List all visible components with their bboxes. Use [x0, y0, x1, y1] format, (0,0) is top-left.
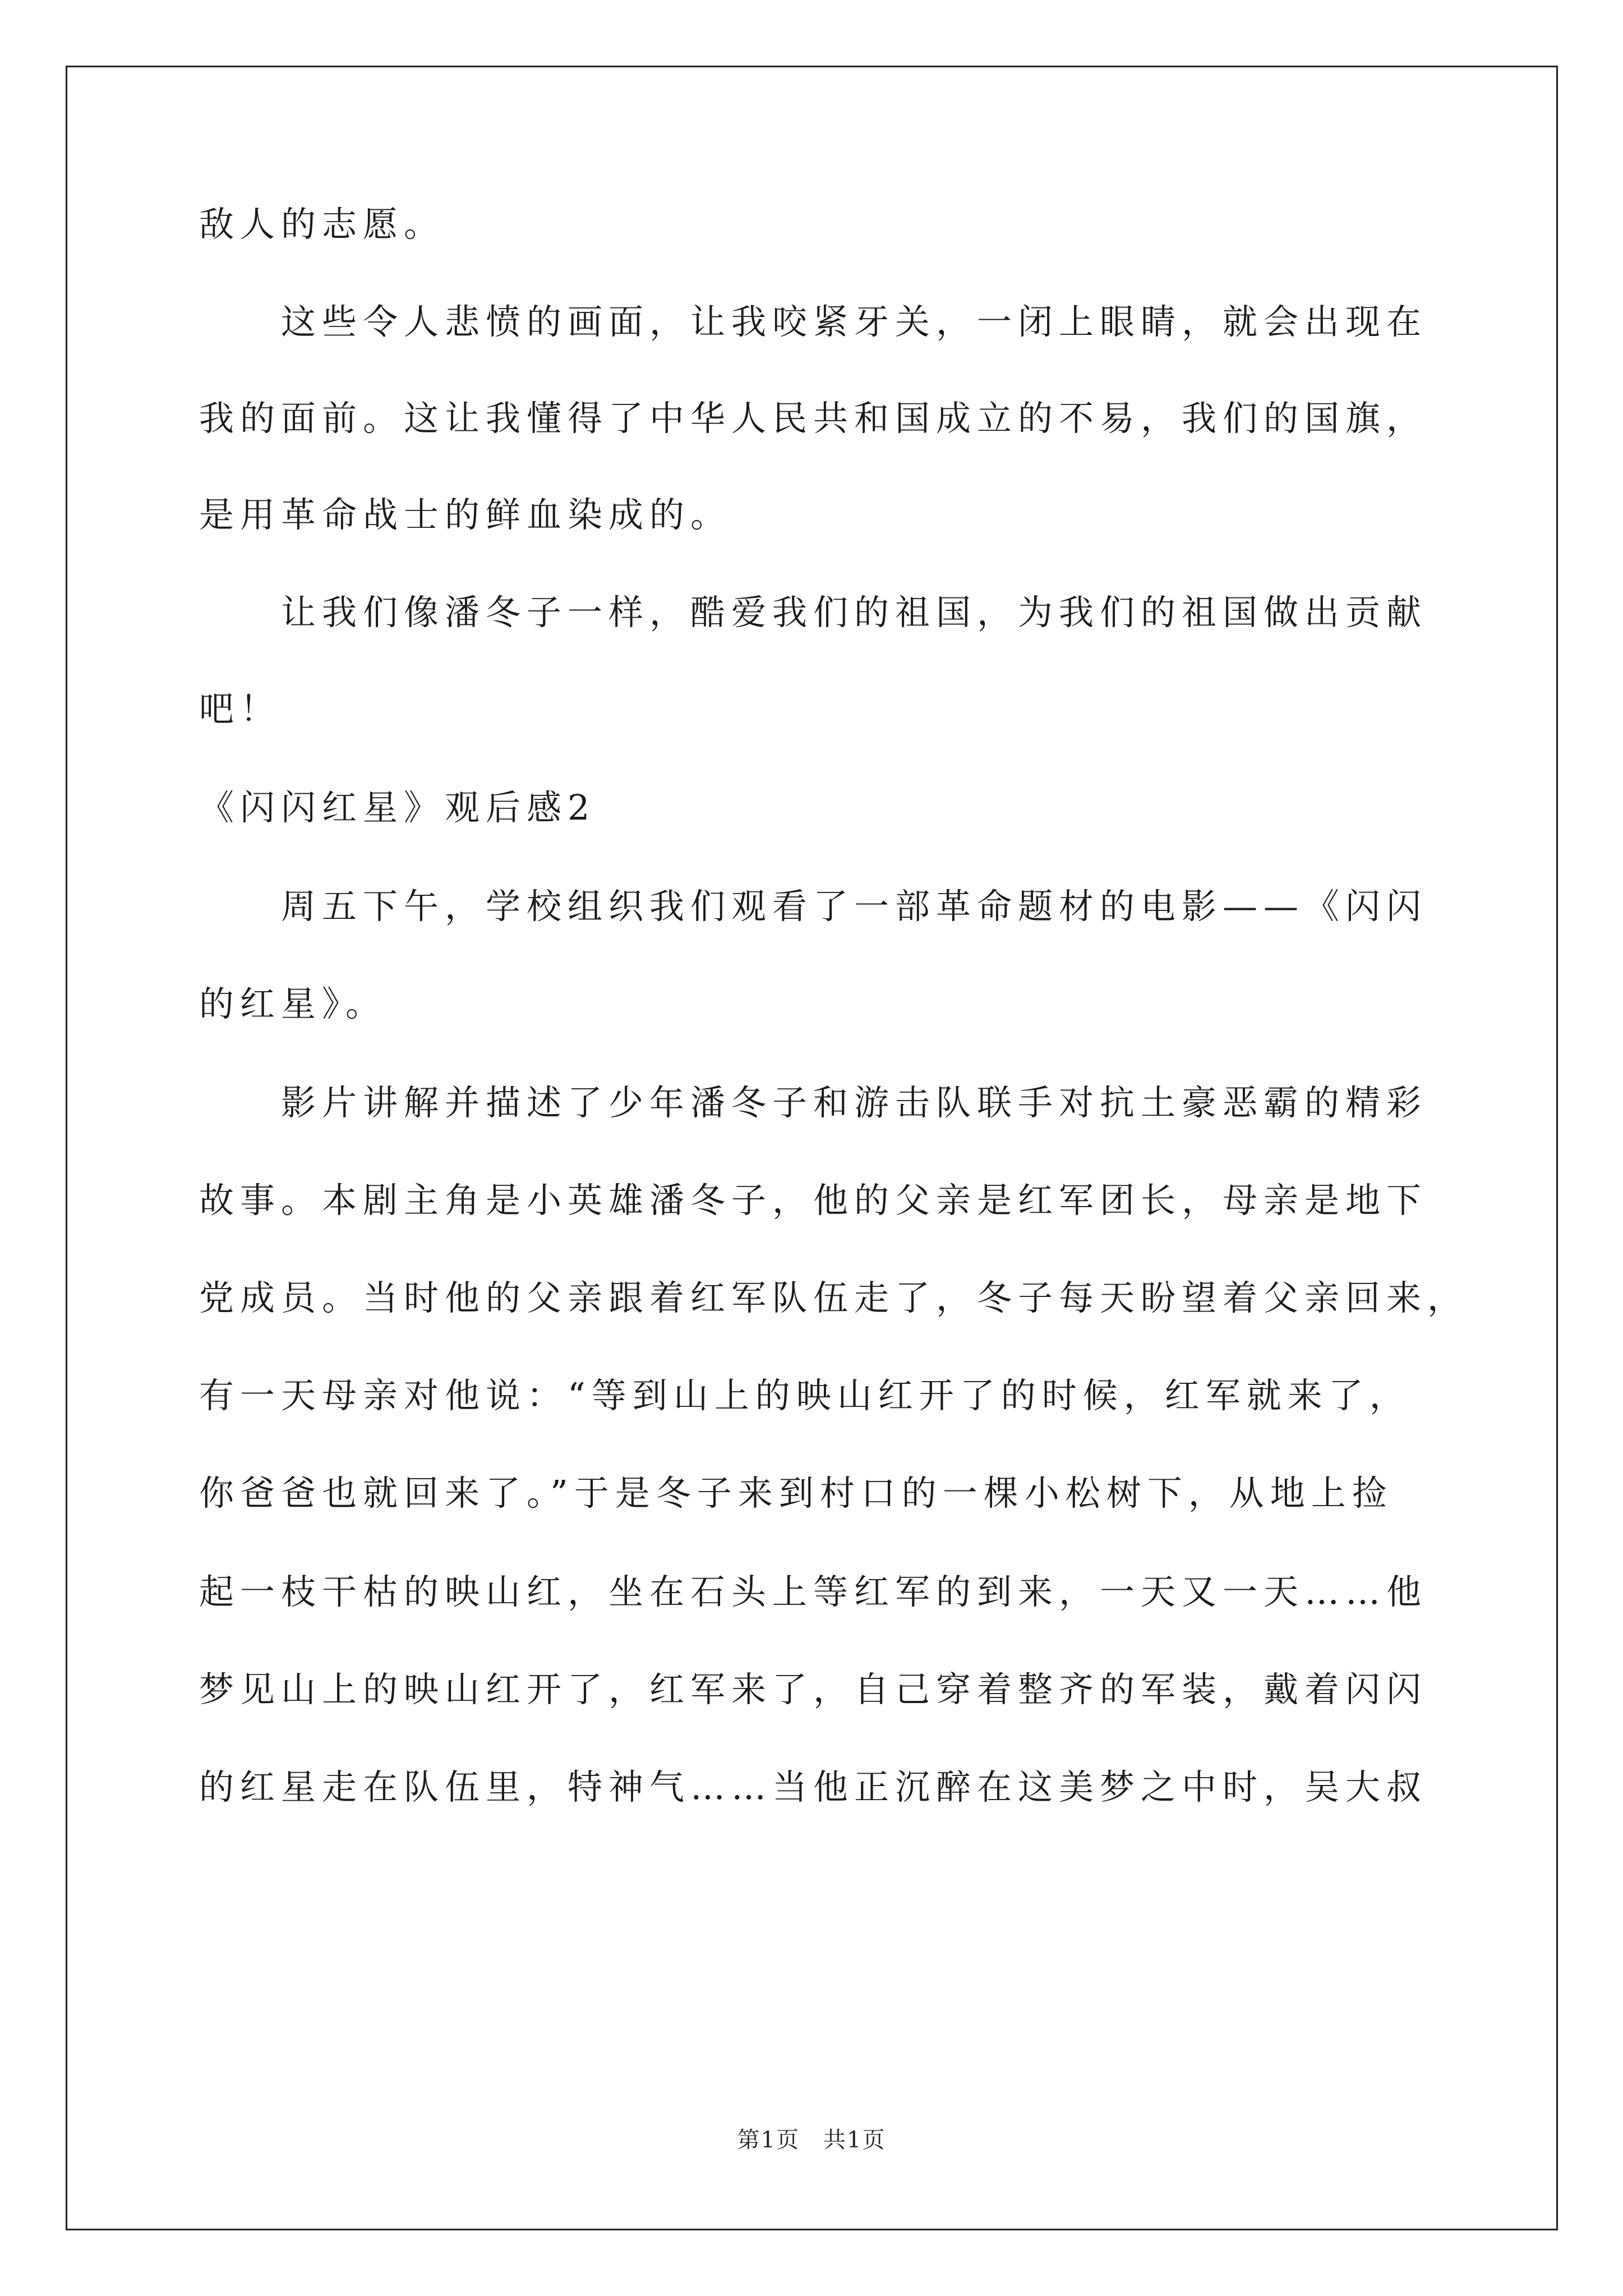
- text-line: 故事。本剧主角是小英雄潘冬子，他的父亲是红军团长，母亲是地下: [199, 1180, 1428, 1221]
- page-number-footer: 第1页 共1页: [737, 2127, 886, 2153]
- text-line: 我的面前。这让我懂得了中华人民共和国成立的不易，我们的国旗，: [199, 398, 1428, 439]
- text-line: 有一天母亲对他说：“等到山上的映山红开了的时候，红军就来了，: [199, 1375, 1410, 1416]
- text-line: 敌人的志愿。: [199, 204, 445, 245]
- text-line: 起一枝干枯的映山红，坐在石头上等红军的到来，一天又一天……他: [199, 1571, 1428, 1612]
- page-border: [66, 66, 1558, 2230]
- text-line: 这些令人悲愤的画面，让我咬紧牙关，一闭上眼睛，就会出现在: [199, 301, 1428, 342]
- text-line: 让我们像潘冬子一样，酷爱我们的祖国，为我们的祖国做出贡献: [199, 592, 1428, 633]
- text-line: 的红星走在队伍里，特神气……当他正沉醉在这美梦之中时，吴大叔: [199, 1766, 1428, 1807]
- text-line: 梦见山上的映山红开了，红军来了，自己穿着整齐的军装，戴着闪闪: [199, 1669, 1428, 1710]
- text-line: 的红星》。: [199, 983, 387, 1024]
- text-line: 周五下午，学校组织我们观看了一部革命题材的电影——《闪闪: [199, 886, 1428, 927]
- text-line: 是用革命战士的鲜血染成的。: [199, 494, 732, 535]
- text-line: 影片讲解并描述了少年潘冬子和游击队联手对抗土豪恶霸的精彩: [199, 1082, 1428, 1123]
- text-line: 吧！: [199, 688, 282, 729]
- text-line: 你爸爸也就回来了。”于是冬子来到村口的一棵小松树下，从地上捡: [199, 1473, 1393, 1513]
- text-line: 党成员。当时他的父亲跟着红军队伍走了，冬子每天盼望着父亲回来，: [199, 1277, 1469, 1318]
- section-heading: 《闪闪红星》观后感2: [199, 787, 596, 828]
